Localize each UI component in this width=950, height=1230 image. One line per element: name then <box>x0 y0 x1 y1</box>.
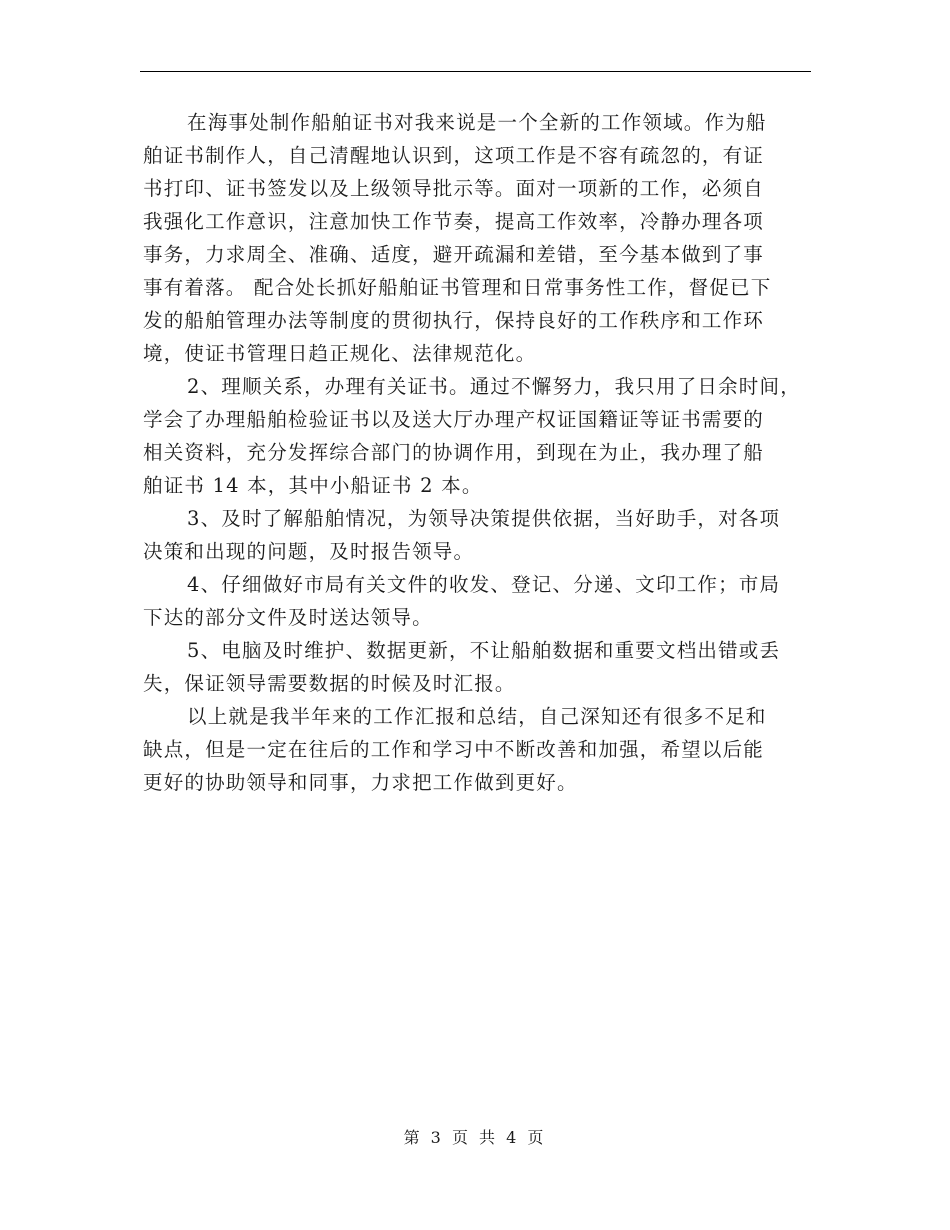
paragraph-line: 境，使证书管理日趋正规化、法律规范化。 <box>143 342 537 365</box>
paragraph-line: 书打印、证书签发以及上级领导批示等。面对一项新的工作，必须自 <box>143 177 765 200</box>
paragraph-line: 缺点，但是一定在往后的工作和学习中不断改善和加强，希望以后能 <box>143 738 765 761</box>
paragraph-line: 失，保证领导需要数据的时候及时汇报。 <box>143 672 516 695</box>
paragraph-line: 发的船舶管理办法等制度的贯彻执行，保持良好的工作秩序和工作环 <box>143 309 765 332</box>
paragraph-line: 事有着落。 配合处长抓好船舶证书管理和日常事务性工作，督促已下 <box>143 276 772 299</box>
paragraph-line: 学会了办理船舶检验证书以及送大厅办理产权证国籍证等证书需要的 <box>143 408 765 431</box>
paragraph-line: 在海事处制作船舶证书对我来说是一个全新的工作领域。作为船 <box>187 111 767 134</box>
paragraph-line: 更好的协助领导和同事，力求把工作做到更好。 <box>143 771 578 794</box>
paragraph-line: 舶证书 14 本，其中小船证书 2 本。 <box>143 474 483 497</box>
paragraph-line: 事务，力求周全、准确、适度，避开疏漏和差错，至今基本做到了事 <box>143 243 765 266</box>
paragraph-line: 我强化工作意识，注意加快工作节奏，提高工作效率，冷静办理各项 <box>143 210 765 233</box>
header-rule <box>140 71 811 72</box>
page-number-footer: 第 3 页 共 4 页 <box>403 1128 547 1147</box>
paragraph-line: 以上就是我半年来的工作汇报和总结，自己深知还有很多不足和 <box>187 705 767 728</box>
paragraph-line: 相关资料，充分发挥综合部门的协调作用，到现在为止，我办理了船 <box>143 441 765 464</box>
paragraph-line: 5、电脑及时维护、数据更新，不让船舶数据和重要文档出错或丢 <box>187 639 781 662</box>
paragraph-line: 决策和出现的问题，及时报告领导。 <box>143 540 475 563</box>
paragraph-line: 下达的部分文件及时送达领导。 <box>143 606 433 629</box>
paragraph-line: 舶证书制作人，自己清醒地认识到，这项工作是不容有疏忽的，有证 <box>143 144 765 167</box>
paragraph-line: 2、理顺关系，办理有关证书。通过不懈努力，我只用了日余时间， <box>187 375 801 398</box>
paragraph-line: 4、仔细做好市局有关文件的收发、登记、分递、文印工作；市局 <box>187 573 781 596</box>
paragraph-line: 3、及时了解船舶情况，为领导决策提供依据，当好助手，对各项 <box>187 507 781 530</box>
body-text <box>143 106 823 799</box>
